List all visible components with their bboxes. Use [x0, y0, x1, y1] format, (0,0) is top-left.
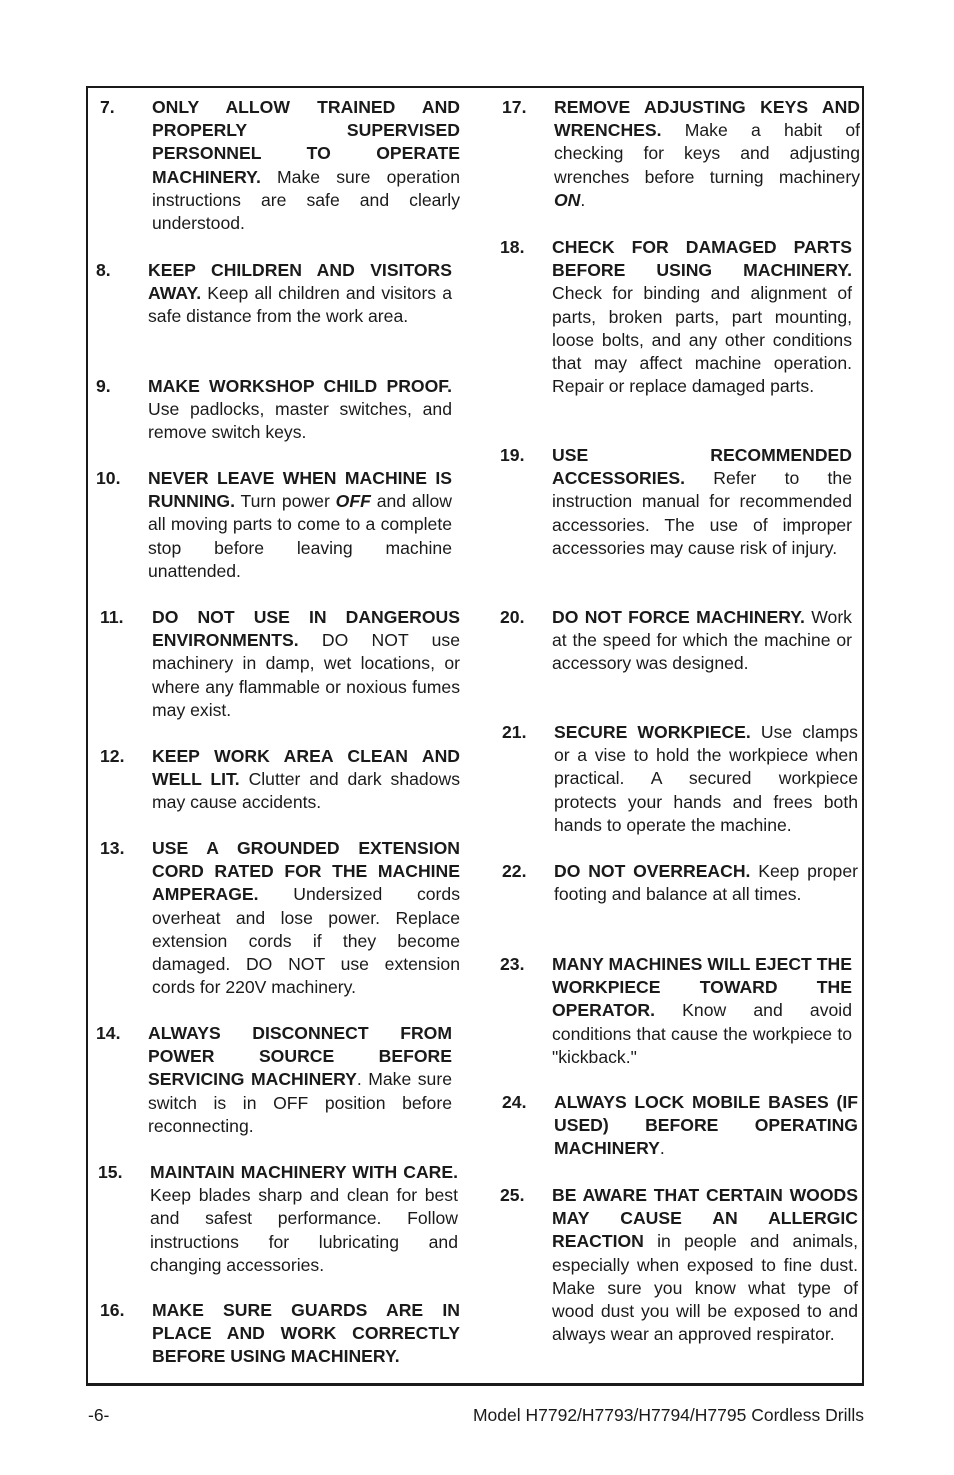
item-text-continued: .	[580, 189, 586, 210]
item-number: 18.	[500, 237, 525, 257]
item-number: 12.	[100, 746, 125, 766]
rule-item-11	[100, 606, 460, 722]
item-heading: DO NOT OVERREACH.	[554, 861, 751, 881]
item-number: 14.	[96, 1023, 121, 1043]
item-number: 21.	[502, 722, 527, 742]
rule-item-12	[100, 745, 460, 815]
item-text: Work at the speed for which the machine or accessory was designed.	[552, 607, 852, 674]
page-number: -6-	[88, 1405, 110, 1425]
item-text: Use padlocks, master switches, and remove switch keys.	[148, 399, 452, 443]
item-heading: CHECK FOR DAMAGED PARTS BEFORE USING MACHINERY.	[552, 237, 852, 281]
item-text: Check for binding and alignment of parts, broken parts, part mounting, loose bolts, and any other conditions that may affect machine operation. Repair or replace damaged parts.	[552, 283, 852, 397]
rule-item-21	[502, 721, 858, 837]
rule-item-19	[500, 444, 852, 560]
item-number: 15.	[98, 1162, 123, 1182]
item-text: Know and avoid conditions that cause the workpiece to "kickback."	[552, 1000, 852, 1067]
item-emphasis: ON	[554, 189, 581, 210]
item-text: Keep blades sharp and clean for best and safest performance. Follow instructions for lubricating and changing accessories.	[150, 1185, 458, 1275]
item-emphasis: OFF	[335, 491, 371, 512]
item-text: Turn power	[235, 491, 336, 512]
item-number: 19.	[500, 445, 525, 465]
item-heading: NEVER LEAVE WHEN MACHINE IS RUNNING.	[148, 468, 452, 512]
item-text: Make a habit of checking for keys and adjusting wrenches before turning machinery	[554, 120, 860, 187]
item-number: 10.	[96, 468, 121, 488]
item-text: .	[659, 1138, 665, 1159]
rule-item-10	[96, 467, 452, 583]
rule-item-16	[100, 1299, 460, 1369]
item-number: 11.	[100, 607, 124, 627]
item-text: Keep proper footing and balance at all times.	[554, 861, 858, 905]
item-text: Keep all children and visitors a safe distance from the work area.	[148, 283, 452, 327]
item-heading: MANY MACHINES WILL EJECT THE WORKPIECE TOWARD THE OPERATOR.	[552, 954, 852, 1021]
item-heading: REMOVE ADJUSTING KEYS AND WRENCHES.	[554, 97, 860, 141]
item-heading: MAINTAIN MACHINERY WITH CARE.	[150, 1162, 458, 1182]
item-number: 25.	[500, 1185, 525, 1205]
item-text: Clutter and dark shadows may cause accidents.	[152, 769, 460, 813]
item-text: . Make sure switch is in OFF position before reconnecting.	[148, 1069, 452, 1136]
item-heading: BE AWARE THAT CERTAIN WOODS MAY CAUSE AN ALLERGIC REACTION	[552, 1185, 858, 1252]
rule-item-18	[500, 236, 852, 398]
item-heading: ALWAYS DISCONNECT FROM POWER SOURCE BEFORE SERVICING MACHINERY	[148, 1023, 452, 1090]
item-text: Refer to the instruction manual for recommended accessories. The use of improper accessories may cause risk of injury.	[552, 468, 852, 558]
item-heading: MAKE SURE GUARDS ARE IN PLACE AND WORK CORRECTLY BEFORE USING MACHINERY.	[152, 1300, 460, 1367]
item-heading: MAKE WORKSHOP CHILD PROOF.	[148, 376, 452, 396]
item-text: Use clamps or a vise to hold the workpiece when practical. A secured workpiece protects your hands and frees both hands to operate the machine.	[554, 722, 858, 835]
rule-item-17	[502, 96, 860, 212]
rule-item-20	[500, 606, 852, 676]
rule-item-25	[500, 1184, 858, 1346]
item-number: 16.	[100, 1300, 125, 1320]
rule-item-23	[500, 953, 852, 1069]
item-number: 20.	[500, 607, 525, 627]
item-heading: USE A GROUNDED EXTENSION CORD RATED FOR THE MACHINE AMPERAGE.	[152, 838, 460, 905]
item-text: Make sure operation instructions are safe and clearly understood.	[152, 166, 460, 234]
item-number: 17.	[502, 97, 527, 117]
item-text: DO NOT use machinery in damp, wet locations, or where any flammable or noxious fumes may exist.	[152, 630, 460, 720]
item-number: 24.	[502, 1092, 527, 1112]
item-heading: DO NOT USE IN DANGEROUS ENVIRONMENTS.	[152, 607, 460, 651]
rule-item-13	[100, 837, 460, 999]
item-heading: KEEP CHILDREN AND VISITORS AWAY.	[148, 260, 452, 304]
rule-item-8	[96, 259, 452, 329]
rule-item-22	[502, 860, 858, 906]
rule-item-14	[96, 1022, 452, 1138]
item-number: 8.	[96, 260, 111, 280]
item-number: 23.	[500, 954, 525, 974]
rule-item-24	[502, 1091, 858, 1161]
rule-item-7	[100, 96, 460, 235]
item-heading: ALWAYS LOCK MOBILE BASES (IF USED) BEFORE OPERATING MACHINERY	[554, 1092, 858, 1159]
item-number: 9.	[96, 376, 111, 396]
rule-item-15	[98, 1161, 458, 1277]
item-text-continued: and allow all moving parts to come to a complete stop before leaving machine unattended.	[148, 491, 452, 581]
model-footer: Model H7792/H7793/H7794/H7795 Cordless Drills	[472, 1405, 864, 1425]
item-heading: KEEP WORK AREA CLEAN AND WELL LIT.	[152, 746, 460, 790]
item-heading: DO NOT FORCE MACHINERY.	[552, 607, 805, 627]
item-heading: USE RECOMMENDED ACCESSORIES.	[552, 445, 852, 489]
item-number: 22.	[502, 861, 527, 881]
item-number: 13.	[100, 838, 125, 858]
item-text: Undersized cords overheat and lose power. Replace extension cords if they become damaged. DO NOT use extension cords for 220V machinery.	[152, 884, 460, 998]
item-heading: ONLY ALLOW TRAINED AND PROPERLY SUPERVISED PERSONNEL TO OPERATE MACHINERY.	[152, 97, 460, 187]
rule-item-9	[96, 375, 452, 445]
item-text: in people and animals, especially when exposed to fine dust. Make sure you know what type of wood dust you will be exposed to and always wear an approved respirator.	[552, 1231, 858, 1345]
item-heading: SECURE WORKPIECE.	[554, 722, 751, 742]
item-number: 7.	[100, 97, 115, 117]
